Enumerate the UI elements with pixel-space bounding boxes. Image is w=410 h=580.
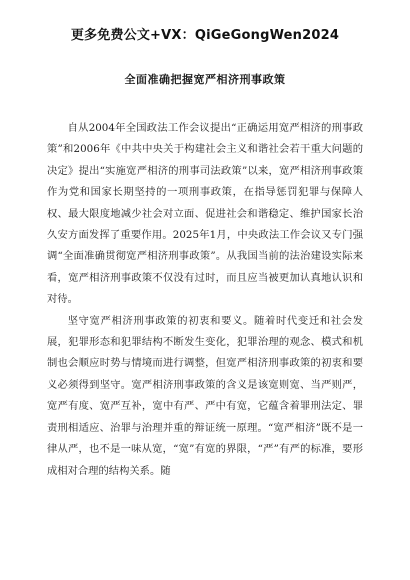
paragraph-1: 自从2004年全国政法工作会议提出“正确运用宽严相济的刑事政策”和2006年《中共中央关于构建社会主义和谐社会若干重大问题的决定》提出“实施宽严相济的刑事司法政策”以来，宽严相济刑事政策作为党和国家长期坚持的一项刑事政策，在指导惩罚犯罪与保障人权、最大限度地减少社会对立面、促进社会和谐稳定、维护国家长治久安方面发挥了重要作用。2025年1月，中央政法工作会议又专门强调“全面准确贯彻宽严相济刑事政策”。从我国当前的法治建设实际来看，宽严相济刑事政策不仅没有过时，而且应当被更加认真地认识和对待。 (47, 122, 363, 306)
paragraph-2: 坚守宽严相济刑事政策的初衷和要义。随着时代变迁和社会发展，犯罪形态和犯罪结构不断发生变化，犯罪治理的观念、模式和机制也会顺应时势与情境而进行调整，但宽严相济刑事政策的初衷和要义必须得到坚守。宽严相济刑事政策的含义是该宽则宽、当严则严，宽严有度、宽严互补，宽中有严、严中有宽，它蕴含着罪刑法定、罪责刑相适应、治罪与治理并重的辩证统一原理。“宽严相济”既不是一律从严，也不是一味从宽，“宽”有宽的界限，“严”有严的标准，要形成相对合理的结构关系。随 (47, 314, 363, 477)
document-title: 全面准确把握宽严相济刑事政策 (124, 73, 286, 86)
document-body (47, 118, 363, 482)
promo-banner: 更多免费公文+VX：QiGeGongWen2024 (70, 28, 340, 43)
